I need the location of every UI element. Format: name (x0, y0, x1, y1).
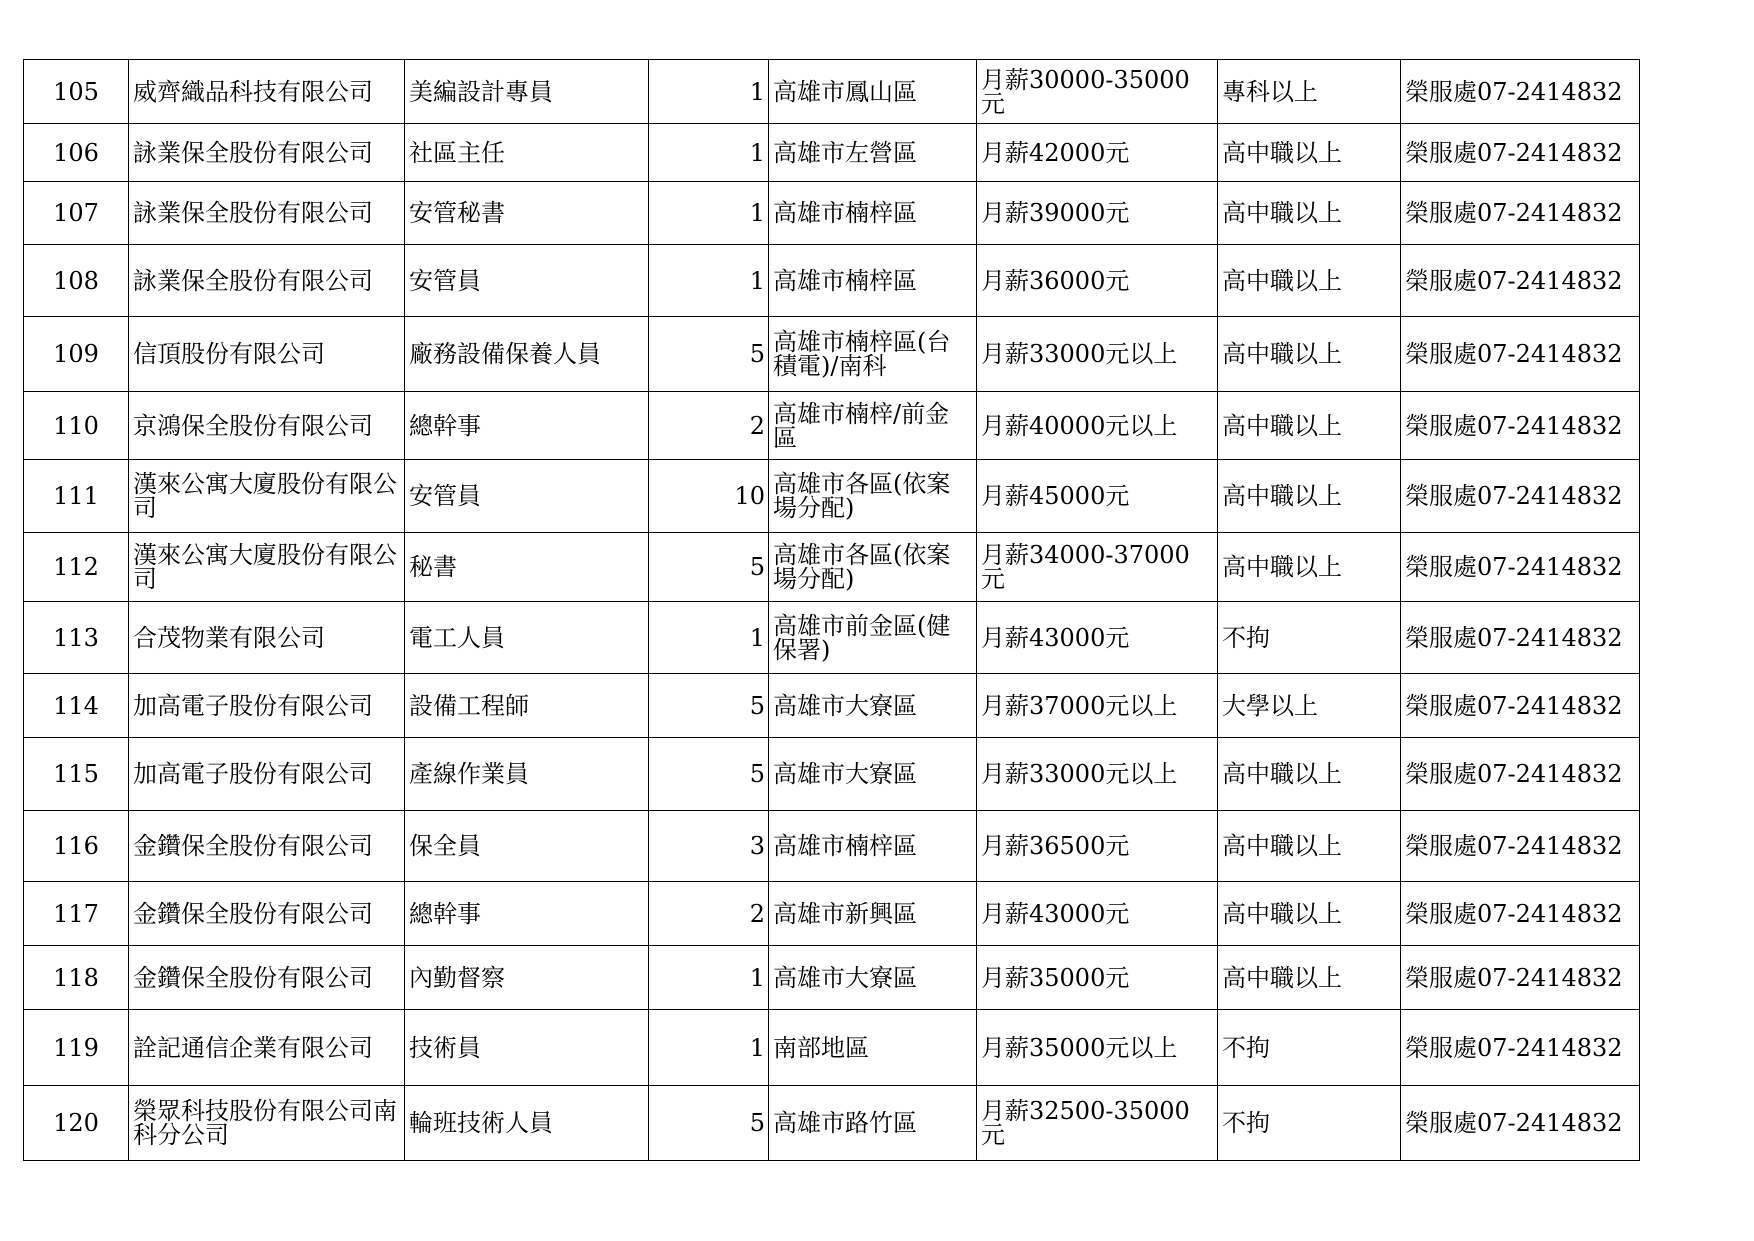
education-requirement: 不拘 (1218, 1086, 1401, 1161)
contact: 榮服處07-2414832 (1401, 317, 1640, 392)
work-location: 南部地區 (769, 1010, 977, 1086)
row-number: 105 (24, 60, 129, 124)
salary: 月薪36500元 (977, 811, 1218, 882)
openings-count: 2 (649, 392, 769, 460)
work-location: 高雄市楠梓/前金區 (769, 392, 977, 460)
salary: 月薪33000元以上 (977, 738, 1218, 811)
row-number: 110 (24, 392, 129, 460)
table-row (24, 317, 1640, 392)
education-requirement: 高中職以上 (1218, 882, 1401, 946)
contact: 榮服處07-2414832 (1401, 392, 1640, 460)
openings-count: 1 (649, 124, 769, 182)
job-title: 總幹事 (405, 392, 649, 460)
salary: 月薪34000-37000元 (977, 533, 1218, 602)
openings-count: 5 (649, 317, 769, 392)
openings-count: 3 (649, 811, 769, 882)
company-name: 詠業保全股份有限公司 (129, 124, 405, 182)
education-requirement: 專科以上 (1218, 60, 1401, 124)
company-name: 信頂股份有限公司 (129, 317, 405, 392)
education-requirement: 大學以上 (1218, 674, 1401, 738)
job-title: 安管員 (405, 245, 649, 317)
contact: 榮服處07-2414832 (1401, 738, 1640, 811)
openings-count: 10 (649, 460, 769, 533)
education-requirement: 不拘 (1218, 602, 1401, 674)
contact: 榮服處07-2414832 (1401, 946, 1640, 1010)
contact: 榮服處07-2414832 (1401, 674, 1640, 738)
work-location: 高雄市大寮區 (769, 674, 977, 738)
education-requirement: 不拘 (1218, 1010, 1401, 1086)
work-location: 高雄市前金區(健保署) (769, 602, 977, 674)
work-location: 高雄市各區(依案場分配) (769, 533, 977, 602)
education-requirement: 高中職以上 (1218, 245, 1401, 317)
salary: 月薪36000元 (977, 245, 1218, 317)
company-name: 威齊織品科技有限公司 (129, 60, 405, 124)
education-requirement: 高中職以上 (1218, 946, 1401, 1010)
salary: 月薪35000元 (977, 946, 1218, 1010)
job-title: 產線作業員 (405, 738, 649, 811)
row-number: 108 (24, 245, 129, 317)
openings-count: 2 (649, 882, 769, 946)
company-name: 詠業保全股份有限公司 (129, 245, 405, 317)
company-name: 詮記通信企業有限公司 (129, 1010, 405, 1086)
table-row (24, 533, 1640, 602)
company-name: 榮眾科技股份有限公司南科分公司 (129, 1086, 405, 1161)
education-requirement: 高中職以上 (1218, 811, 1401, 882)
table-row (24, 245, 1640, 317)
row-number: 109 (24, 317, 129, 392)
company-name: 京鴻保全股份有限公司 (129, 392, 405, 460)
row-number: 117 (24, 882, 129, 946)
work-location: 高雄市楠梓區(台積電)/南科 (769, 317, 977, 392)
contact: 榮服處07-2414832 (1401, 882, 1640, 946)
job-title: 設備工程師 (405, 674, 649, 738)
contact: 榮服處07-2414832 (1401, 460, 1640, 533)
education-requirement: 高中職以上 (1218, 738, 1401, 811)
salary: 月薪43000元 (977, 882, 1218, 946)
contact: 榮服處07-2414832 (1401, 182, 1640, 245)
row-number: 106 (24, 124, 129, 182)
contact: 榮服處07-2414832 (1401, 533, 1640, 602)
table-row (24, 1086, 1640, 1161)
company-name: 金鑽保全股份有限公司 (129, 946, 405, 1010)
salary: 月薪43000元 (977, 602, 1218, 674)
table-row (24, 811, 1640, 882)
contact: 榮服處07-2414832 (1401, 245, 1640, 317)
contact: 榮服處07-2414832 (1401, 1086, 1640, 1161)
openings-count: 1 (649, 60, 769, 124)
table-row (24, 738, 1640, 811)
job-title: 安管秘書 (405, 182, 649, 245)
table-row (24, 674, 1640, 738)
job-title: 總幹事 (405, 882, 649, 946)
table-row (24, 392, 1640, 460)
row-number: 118 (24, 946, 129, 1010)
openings-count: 1 (649, 245, 769, 317)
company-name: 漢來公寓大廈股份有限公司 (129, 533, 405, 602)
row-number: 119 (24, 1010, 129, 1086)
table-row (24, 946, 1640, 1010)
openings-count: 1 (649, 602, 769, 674)
table-row (24, 182, 1640, 245)
contact: 榮服處07-2414832 (1401, 1010, 1640, 1086)
company-name: 加高電子股份有限公司 (129, 738, 405, 811)
work-location: 高雄市左營區 (769, 124, 977, 182)
contact: 榮服處07-2414832 (1401, 124, 1640, 182)
education-requirement: 高中職以上 (1218, 460, 1401, 533)
company-name: 漢來公寓大廈股份有限公司 (129, 460, 405, 533)
table-row (24, 460, 1640, 533)
row-number: 107 (24, 182, 129, 245)
openings-count: 5 (649, 738, 769, 811)
job-listing-table (23, 59, 1640, 1161)
salary: 月薪35000元以上 (977, 1010, 1218, 1086)
salary: 月薪37000元以上 (977, 674, 1218, 738)
education-requirement: 高中職以上 (1218, 124, 1401, 182)
openings-count: 5 (649, 1086, 769, 1161)
work-location: 高雄市各區(依案場分配) (769, 460, 977, 533)
company-name: 金鑽保全股份有限公司 (129, 882, 405, 946)
job-title: 技術員 (405, 1010, 649, 1086)
row-number: 111 (24, 460, 129, 533)
salary: 月薪33000元以上 (977, 317, 1218, 392)
company-name: 加高電子股份有限公司 (129, 674, 405, 738)
row-number: 116 (24, 811, 129, 882)
job-title: 電工人員 (405, 602, 649, 674)
openings-count: 1 (649, 182, 769, 245)
row-number: 120 (24, 1086, 129, 1161)
job-title: 安管員 (405, 460, 649, 533)
job-title: 保全員 (405, 811, 649, 882)
job-title: 社區主任 (405, 124, 649, 182)
table-row (24, 60, 1640, 124)
education-requirement: 高中職以上 (1218, 533, 1401, 602)
work-location: 高雄市楠梓區 (769, 182, 977, 245)
company-name: 金鑽保全股份有限公司 (129, 811, 405, 882)
education-requirement: 高中職以上 (1218, 392, 1401, 460)
table-row (24, 124, 1640, 182)
openings-count: 1 (649, 1010, 769, 1086)
job-title: 輪班技術人員 (405, 1086, 649, 1161)
work-location: 高雄市路竹區 (769, 1086, 977, 1161)
work-location: 高雄市鳳山區 (769, 60, 977, 124)
job-title: 內勤督察 (405, 946, 649, 1010)
education-requirement: 高中職以上 (1218, 182, 1401, 245)
salary: 月薪39000元 (977, 182, 1218, 245)
work-location: 高雄市大寮區 (769, 738, 977, 811)
table-row (24, 602, 1640, 674)
contact: 榮服處07-2414832 (1401, 811, 1640, 882)
row-number: 115 (24, 738, 129, 811)
table-row (24, 1010, 1640, 1086)
company-name: 合茂物業有限公司 (129, 602, 405, 674)
openings-count: 5 (649, 533, 769, 602)
job-title: 美編設計專員 (405, 60, 649, 124)
salary: 月薪42000元 (977, 124, 1218, 182)
education-requirement: 高中職以上 (1218, 317, 1401, 392)
contact: 榮服處07-2414832 (1401, 602, 1640, 674)
salary: 月薪40000元以上 (977, 392, 1218, 460)
salary: 月薪45000元 (977, 460, 1218, 533)
job-title: 秘書 (405, 533, 649, 602)
openings-count: 1 (649, 946, 769, 1010)
row-number: 113 (24, 602, 129, 674)
row-number: 114 (24, 674, 129, 738)
row-number: 112 (24, 533, 129, 602)
company-name: 詠業保全股份有限公司 (129, 182, 405, 245)
openings-count: 5 (649, 674, 769, 738)
job-title: 廠務設備保養人員 (405, 317, 649, 392)
work-location: 高雄市楠梓區 (769, 245, 977, 317)
salary: 月薪30000-35000元 (977, 60, 1218, 124)
table-row (24, 882, 1640, 946)
work-location: 高雄市大寮區 (769, 946, 977, 1010)
work-location: 高雄市新興區 (769, 882, 977, 946)
salary: 月薪32500-35000元 (977, 1086, 1218, 1161)
contact: 榮服處07-2414832 (1401, 60, 1640, 124)
work-location: 高雄市楠梓區 (769, 811, 977, 882)
